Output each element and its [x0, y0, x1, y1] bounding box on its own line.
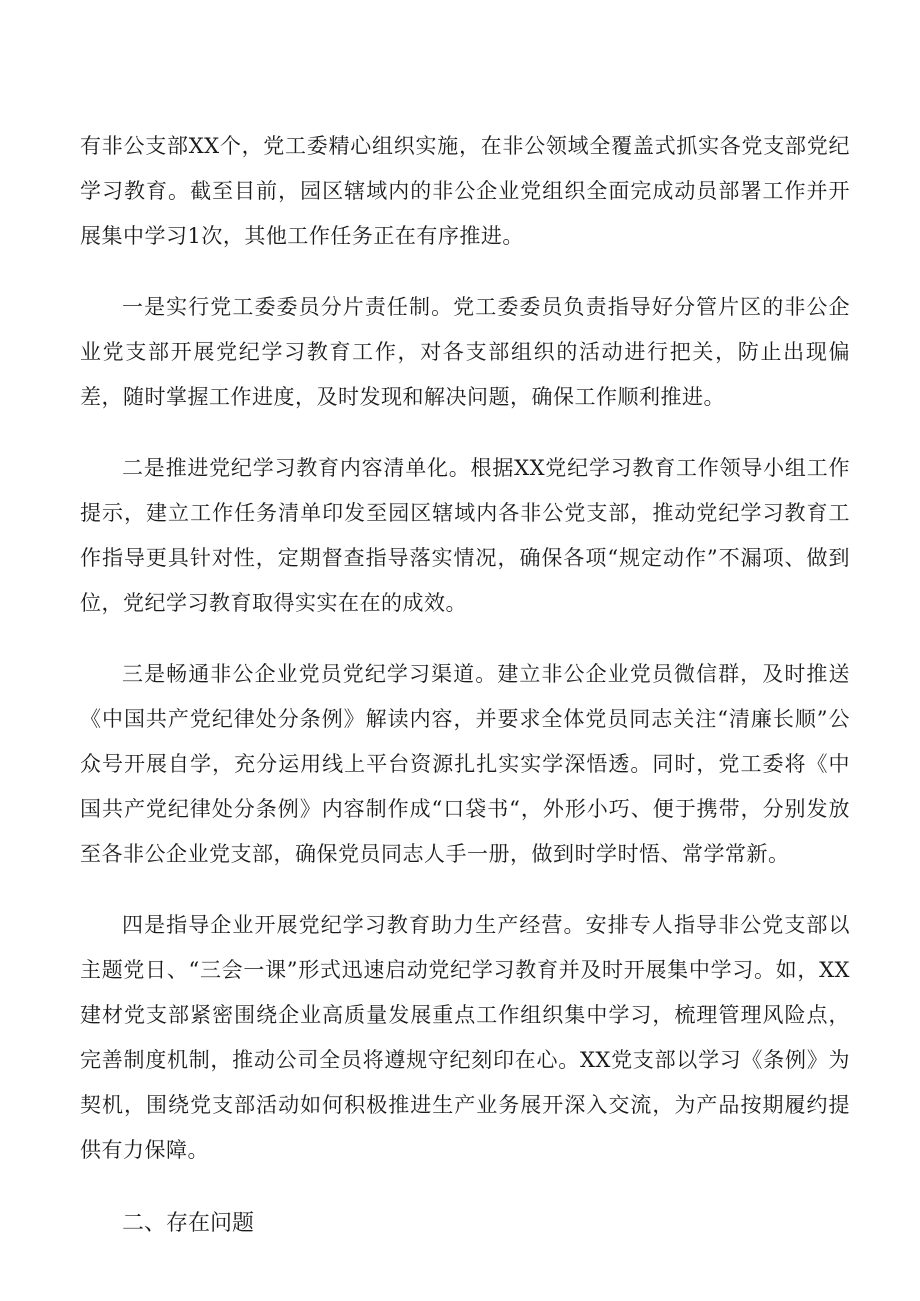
paragraph-intro: 有非公支部XX个，党工委精心组织实施，在非公领域全覆盖式抓实各党支部党纪学习教育。截至目前，园区辖域内的非公企业党组织全面完成动员部署工作并开展集中学习1次，其他工作任务正在有序推进。 — [80, 134, 850, 248]
paragraph-point-one: 一是实行党工委委员分片责任制。党工委委员负责指导好分管片区的非公企业党支部开展党纪学习教育工作，对各支部组织的活动进行把关，防止出现偏差，随时掌握工作进度，及时发现和解决问题，确保工作顺利推进。 — [80, 295, 850, 409]
paragraph-point-four: 四是指导企业开展党纪学习教育助力生产经营。安排专人指导非公党支部以主题党日、“三会一课”形式迅速启动党纪学习教育并及时开展集中学习。如，XX建材党支部紧密围绕企业高质量发展重点工作组织集中学习，梳理管理风险点，完善制度机制，推动公司全员将遵规守纪刻印在心。XX党支部以学习《条例》为契机，围绕党支部活动如何积极推进生产业务展开深入交流，为产品按期履约提供有力保障。 — [80, 913, 850, 1162]
paragraph-point-three: 三是畅通非公企业党员党纪学习渠道。建立非公企业党员微信群，及时推送《中国共产党纪律处分条例》解读内容，并要求全体党员同志关注“清廉长顺”公众号开展自学，充分运用线上平台资源扎扎实实学深悟透。同时，党工委将《中国共产党纪律处分条例》内容制作成“口袋书“，外形小巧、便于携带，分别发放至各非公企业党支部，确保党员同志人手一册，做到时学时悟、常学常新。 — [80, 662, 850, 866]
paragraph-point-two: 二是推进党纪学习教育内容清单化。根据XX党纪学习教育工作领导小组工作提示，建立工作任务清单印发至园区辖域内各非公党支部，推动党纪学习教育工作指导更具针对性，定期督查指导落实情况，确保各项“规定动作”不漏项、做到位，党纪学习教育取得实实在在的成效。 — [80, 456, 850, 615]
section-heading: 二、存在问题 — [122, 1211, 255, 1236]
